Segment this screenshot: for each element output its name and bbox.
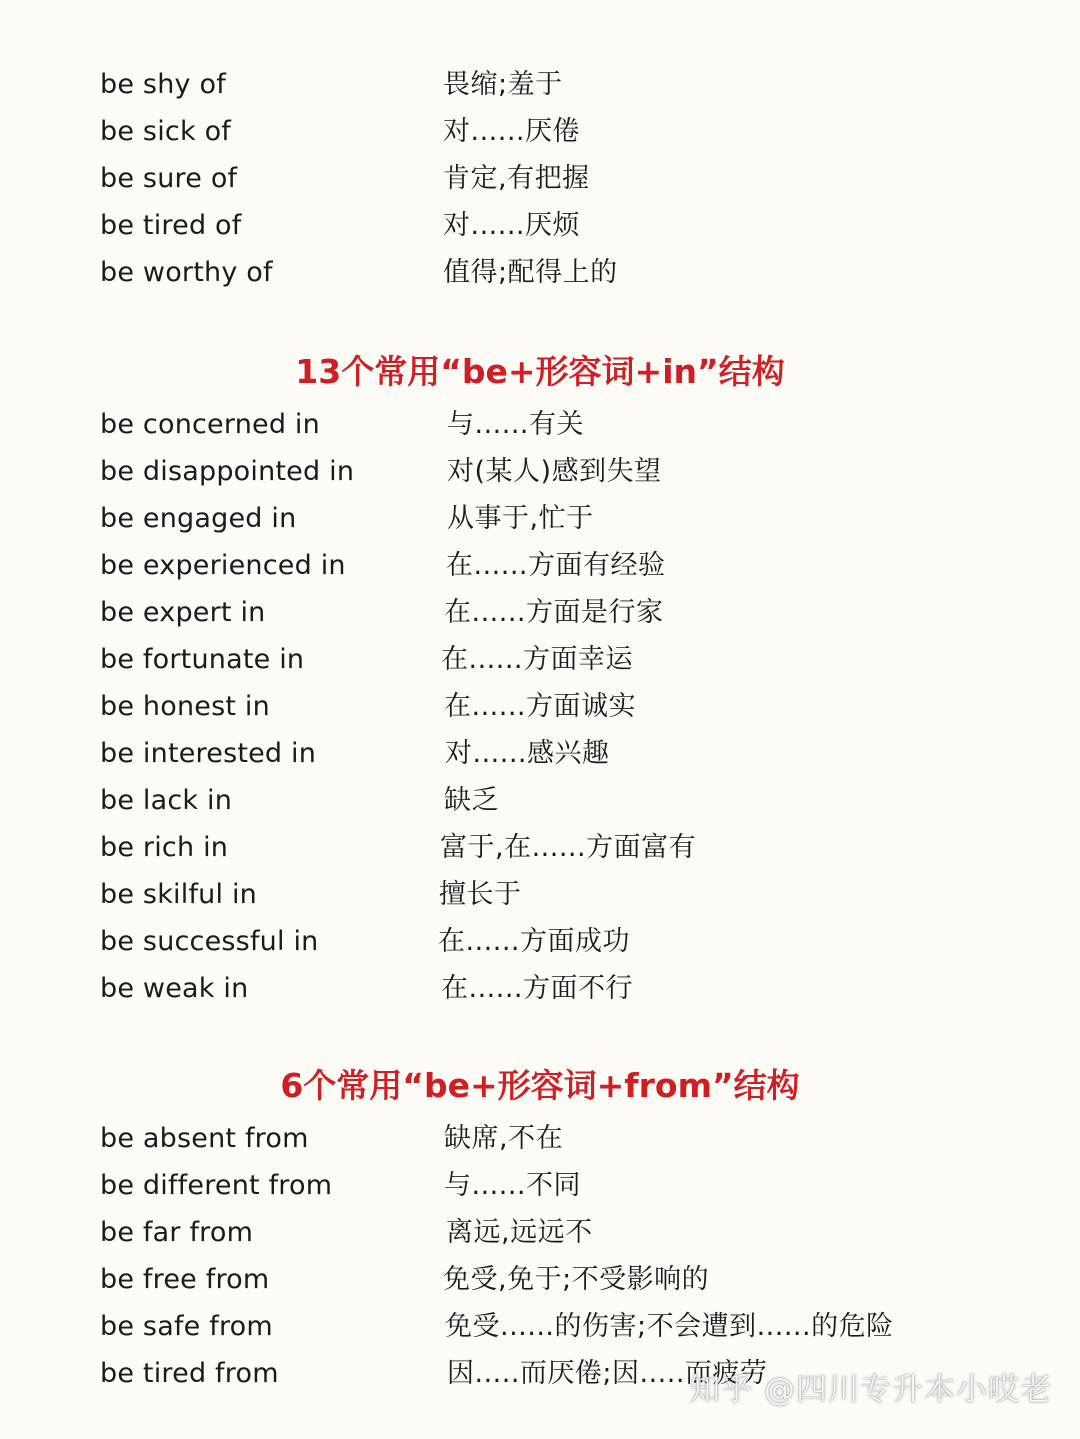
phrase-row [0, 922, 1080, 962]
section-heading-from: 6个常用“be+形容词+from”结构 [280, 1066, 800, 1105]
zhihu-watermark: 知乎 @四川专升本小哎老 [689, 1372, 1052, 1408]
phrase-chinese: 在......方面诚实 [444, 691, 636, 722]
phrase-chinese: 免受......的伤害;不会遭到......的危险 [445, 1311, 894, 1342]
phrase-chinese: 与......有关 [447, 409, 584, 440]
phrase-english: be far from [100, 1217, 254, 1248]
phrase-row [0, 405, 1080, 445]
phrase-chinese: 因.....而厌倦;因.....而疲劳 [447, 1358, 768, 1389]
phrase-row [0, 1307, 1080, 1347]
phrase-row [0, 65, 1080, 105]
phrase-chinese: 富于,在......方面富有 [440, 832, 697, 863]
phrase-row [0, 969, 1080, 1009]
phrase-row [0, 687, 1080, 727]
phrase-english: be rich in [100, 832, 229, 863]
phrase-english: be interested in [100, 738, 317, 769]
phrase-chinese: 值得;配得上的 [443, 257, 618, 288]
phrase-english: be fortunate in [100, 644, 305, 675]
phrase-english: be tired from [100, 1358, 279, 1389]
phrase-chinese: 缺乏 [444, 785, 499, 816]
phrase-chinese: 对......厌倦 [443, 116, 580, 147]
phrase-english: be sure of [100, 163, 238, 194]
phrase-row [0, 1166, 1080, 1206]
phrase-chinese: 在......方面不行 [441, 973, 633, 1004]
phrase-chinese: 对(某人)感到失望 [447, 456, 662, 487]
phrase-chinese: 擅长于 [439, 879, 522, 910]
phrase-chinese: 离远,远远不 [446, 1217, 593, 1248]
phrase-english: be absent from [100, 1123, 309, 1154]
phrase-row [0, 1119, 1080, 1159]
phrase-row [0, 875, 1080, 915]
phrase-chinese: 对......感兴趣 [445, 738, 610, 769]
phrase-row [0, 781, 1080, 821]
phrase-english: be free from [100, 1264, 270, 1295]
phrase-chinese: 免受,免于;不受影响的 [443, 1264, 710, 1295]
phrase-english: be safe from [100, 1311, 273, 1342]
phrase-chinese: 从事于,忙于 [447, 503, 594, 534]
phrase-row [0, 499, 1080, 539]
phrase-row [0, 828, 1080, 868]
phrase-chinese: 在......方面幸运 [441, 644, 633, 675]
phrase-english: be successful in [100, 926, 319, 957]
phrase-english: be shy of [100, 69, 226, 100]
phrase-row [0, 593, 1080, 633]
phrase-chinese: 畏缩;羞于 [443, 69, 563, 100]
phrase-chinese: 与......不同 [444, 1170, 581, 1201]
phrase-row [0, 734, 1080, 774]
phrase-english: be honest in [100, 691, 270, 722]
phrase-row [0, 640, 1080, 680]
phrase-row [0, 452, 1080, 492]
phrase-chinese: 在......方面有经验 [446, 550, 666, 581]
phrase-row [0, 206, 1080, 246]
phrase-row [0, 112, 1080, 152]
phrase-chinese: 对......厌烦 [443, 210, 580, 241]
phrase-english: be tired of [100, 210, 242, 241]
phrase-chinese: 肯定,有把握 [443, 163, 590, 194]
phrase-english: be worthy of [100, 257, 273, 288]
phrase-row [0, 1213, 1080, 1253]
phrase-chinese: 缺席,不在 [444, 1123, 564, 1154]
phrase-english: be sick of [100, 116, 231, 147]
phrase-row [0, 1260, 1080, 1300]
phrase-english: be weak in [100, 973, 249, 1004]
phrase-english: be lack in [100, 785, 233, 816]
section-heading-in: 13个常用“be+形容词+in”结构 [295, 352, 785, 391]
phrase-row [0, 253, 1080, 293]
phrase-english: be engaged in [100, 503, 297, 534]
phrase-english: be expert in [100, 597, 266, 628]
phrase-english: be different from [100, 1170, 333, 1201]
phrase-chinese: 在......方面是行家 [444, 597, 664, 628]
phrase-english: be experienced in [100, 550, 346, 581]
phrase-english: be disappointed in [100, 456, 355, 487]
phrase-english: be concerned in [100, 409, 320, 440]
phrase-chinese: 在......方面成功 [438, 926, 630, 957]
phrase-row [0, 546, 1080, 586]
phrase-row [0, 159, 1080, 199]
phrase-english: be skilful in [100, 879, 257, 910]
